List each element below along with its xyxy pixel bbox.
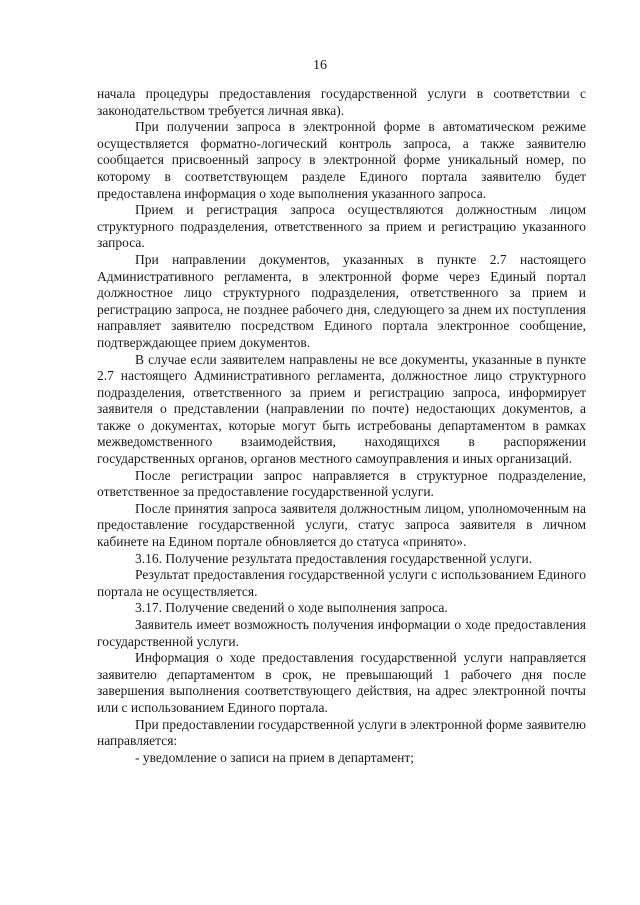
paragraph-electronic-request-control: При получении запроса в электронной форме в автоматическом режиме осуществляется форматно-логический контроль запроса, а также заявителю сообщается присвоенный запросу в электронной форме уникальный номер, по которому в соответствующем разделе Единого портала заявителю будет предоставлена информация о ходе выполнения указанного запроса. bbox=[97, 119, 586, 201]
paragraph-continuation: начала процедуры предоставления государственной услуги в соответствии с законодательством требуется личная явка). bbox=[97, 86, 586, 118]
list-item-appointment-notice: - уведомление о записи на прием в департамент; bbox=[135, 749, 415, 765]
paragraph-information-delivery: Информация о ходе предоставления государственной услуги направляется заявителю департаментом в срок, не превышающий 1 рабочего дня после завершения выполнения соответствующего действия, на адрес электронной почты или с использованием Единого портала. bbox=[97, 650, 586, 715]
paragraph-documents-submission: При направлении документов, указанных в пункте 2.7 настоящего Административного регламента, в электронной форме через Единый портал должностное лицо структурного подразделения, ответственного за прием и регистрацию запроса, не позднее рабочего дня, следующего за днем их поступления направляет заявителю посредством Единого портала электронное сообщение, подтверждающее прием документов. bbox=[97, 251, 586, 350]
paragraph-applicant-information: Заявитель имеет возможность получения информации о ходе предоставления государственной услуги. bbox=[97, 617, 586, 649]
paragraph-missing-documents: В случае если заявителем направлены не все документы, указанные в пункте 2.7 настоящего Административного регламента, должностное лицо структурного подразделения, ответственного за прием и регистрацию запроса, информирует заявителя о представлении (направлении по почте) недостающих документов, а также о документах, которые могут быть истребованы департаментом в рамках межведомственного взаимодействия, находящихся в распоряжении государственных органов, органов местного самоуправления и иных организаций. bbox=[97, 351, 586, 467]
paragraph-status-accepted: После принятия запроса заявителя должностным лицом, уполномоченным на предоставление государственной услуги, статус запроса заявителя в личном кабинете на Едином портале обновляется до статуса «принято». bbox=[97, 500, 586, 550]
page-number: 16 bbox=[313, 58, 327, 73]
section-heading-3-17: 3.17. Получение сведений о ходе выполнения запроса. bbox=[135, 600, 448, 616]
paragraph-result-not-provided: Результат предоставления государственной услуги с использованием Единого портала не осуществляется. bbox=[97, 567, 586, 599]
paragraph-request-registration: Прием и регистрация запроса осуществляются должностным лицом структурного подразделения, ответственного за прием и регистрацию указанного запроса. bbox=[97, 202, 586, 251]
paragraph-electronic-notifications: При предоставлении государственной услуги в электронной форме заявителю направляется: bbox=[97, 716, 586, 749]
document-body bbox=[97, 86, 586, 766]
section-heading-3-16: 3.16. Получение результата предоставления государственной услуги. bbox=[135, 550, 533, 566]
paragraph-after-registration: После регистрации запрос направляется в структурное подразделение, ответственное за предоставление государственной услуги. bbox=[97, 467, 586, 500]
